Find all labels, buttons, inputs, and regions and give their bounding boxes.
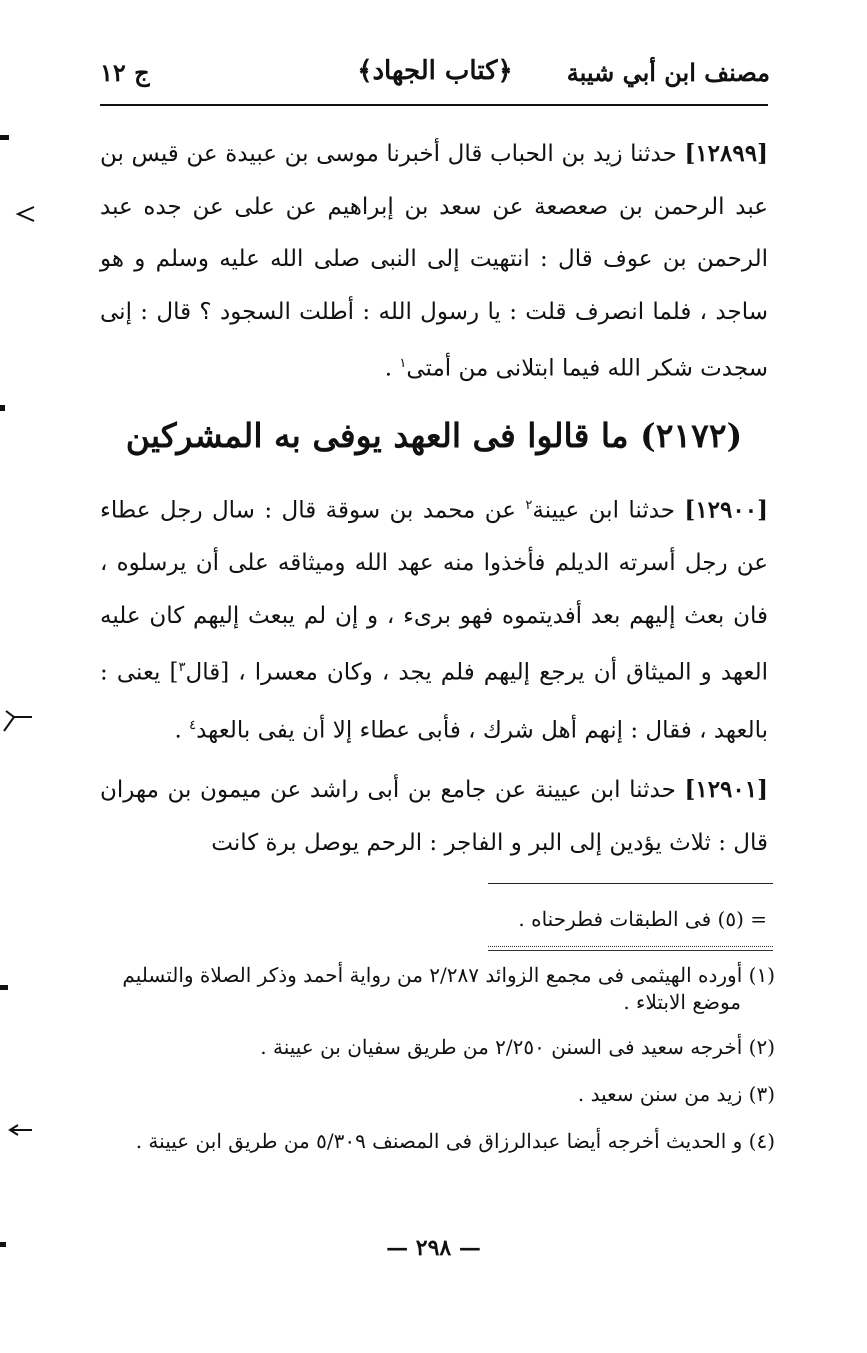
hadith-text-part: عن محمد بن سوقة قال : سال رجل عطاء عن رجل أسرته الديلم فأخذوا منه عهد الله وميثاقه على أن يرسلوه ، فان بعث إليهم بعد أفديتموه فهو برىء ، و إن لم يبعث إليهم كان عليه العهد و الميثاق أن يرجع إليهم فلم يجد ، وكان معسرا ، [قال	[100, 497, 768, 687]
hadith-text: حدثنا زيد بن الحباب قال أخبرنا موسى بن عبيدة عن قيس بن عبد الرحمن بن صعصعة عن سعد بن إبراهيم عن على عن جده عبد الرحمن بن عوف قال : انتهيت إلى النبى صلى الله عليه وسلم و هو ساجد ، فلما انصرف قلت : يا رسول الله : أطلت السجود ؟ قال : إنى سجدت شكر الله فيما ابتلانى من أمتى	[100, 141, 768, 383]
footnote-ref: ٢	[525, 498, 533, 513]
book-section-title: ﴿كتاب الجهاد﴾	[357, 56, 513, 86]
footnote-4	[100, 1128, 775, 1155]
hadith-number: [١٢٩٠١]	[684, 776, 769, 803]
hadith-text-part: حدثنا ابن عيينة	[532, 497, 676, 524]
margin-arrow-icon	[0, 705, 34, 745]
header-rule	[100, 104, 768, 106]
footnote-marker: (٢)	[748, 1035, 775, 1059]
footnote-1	[100, 962, 775, 1016]
hadith-text: حدثنا ابن عيينة عن جامع بن أبى راشد عن ميمون بن مهران قال : ثلاث يؤدين إلى البر و الفاجر : الرحم يوصل برة كانت	[100, 777, 768, 856]
margin-mark	[0, 135, 9, 140]
margin-mark	[0, 985, 8, 990]
footnote-marker: (١)	[748, 963, 775, 987]
footnote-2	[100, 1034, 775, 1061]
footnote-text: أورده الهيثمى فى مجمع الزوائد ٢/٢٨٧ من رواية أحمد وذكر الصلاة والتسليم	[122, 963, 743, 987]
footnote-marker: (٤)	[748, 1129, 775, 1153]
footnote-text: و الحديث أخرجه أيضا عبدالرزاق فى المصنف ٥/٣٠٩ من طريق ابن عيينة .	[135, 1129, 743, 1153]
hadith-end-mark: .	[384, 356, 400, 383]
hadith-end-mark: .	[174, 717, 190, 744]
hadith-12901	[100, 764, 768, 869]
hadith-number: [١٢٩٠٠]	[684, 496, 768, 524]
footnote-ref: ٣	[178, 660, 186, 676]
footnote-marker: (٣)	[748, 1082, 775, 1106]
book-title: مصنف ابن أبي شيبة	[566, 58, 770, 87]
chapter-heading: (٢١٧٢) ما قالوا فى العهد يوفى به المشركين	[125, 416, 743, 455]
margin-mark	[0, 405, 5, 411]
footnote-ref: ٤	[189, 717, 197, 733]
footnote-separator-wavy	[488, 946, 773, 951]
footnotes	[100, 962, 775, 1175]
footnote-ref: ١	[399, 356, 407, 372]
footnote-separator	[488, 883, 773, 884]
margin-mark	[0, 1242, 6, 1247]
running-header	[100, 50, 770, 100]
margin-arrow-icon	[6, 1123, 34, 1137]
hadith-12899	[100, 128, 768, 396]
volume-number: ج ١٢	[100, 58, 150, 87]
footnote-text-cont: موضع الابتلاء .	[623, 990, 741, 1014]
hadith-12900	[100, 480, 768, 757]
footnote-text: أخرجه سعيد فى السنن ٢/٢٥٠ من طريق سفيان بن عيينة .	[260, 1035, 743, 1059]
footnote-text: زيد من سنن سعيد .	[577, 1082, 743, 1106]
footnote-3	[100, 1081, 775, 1108]
hadith-number: [١٢٨٩٩]	[684, 140, 768, 167]
hadith-text-part: ] يعنى : بالعهد ، فقال : إنهم أهل شرك ، فأبى عطاء إلا أن يفى بالعهد	[100, 660, 768, 744]
footnote-continuation: = (٥) فى الطبقات فطرحناه .	[518, 907, 767, 931]
margin-arrow-icon	[12, 205, 36, 223]
page-number: — ٢٩٨ —	[386, 1235, 481, 1261]
